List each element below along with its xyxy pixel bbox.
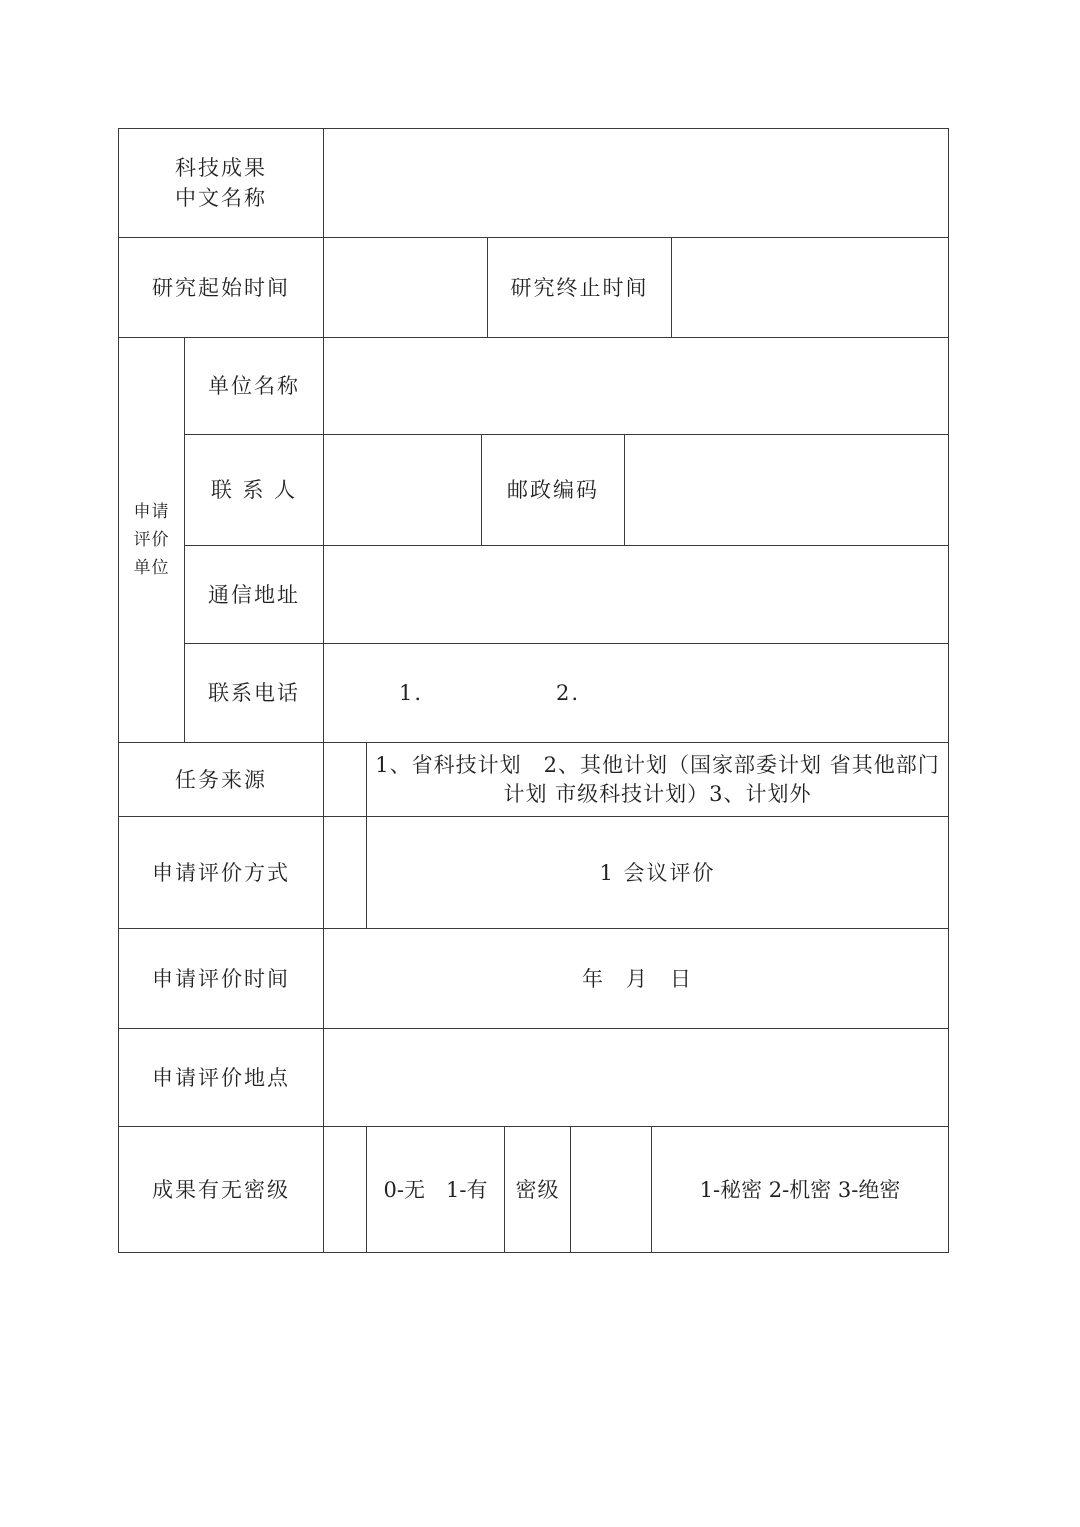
secret-options: 0-无 1-有	[383, 1177, 488, 1202]
applicant-unit-group-label-line: 单位	[133, 558, 170, 578]
achievement-name-label-line1: 科技成果	[175, 156, 267, 180]
phone-label: 联系电话	[208, 681, 300, 705]
grid-line	[948, 128, 949, 1253]
eval-date-month: 月	[626, 966, 649, 991]
task-source-label: 任务来源	[175, 767, 267, 792]
unit-name-label: 单位名称	[208, 374, 300, 398]
applicant-unit-group-label-line: 评价	[133, 530, 170, 550]
achievement-name-label	[119, 129, 323, 237]
phone-field[interactable]	[324, 644, 948, 742]
address-field[interactable]	[324, 546, 948, 643]
secret-level-label: 密级	[515, 1177, 560, 1202]
postcode-label: 邮政编码	[507, 478, 599, 502]
secret-level-field[interactable]	[571, 1127, 651, 1252]
eval-date-field[interactable]	[324, 929, 948, 1028]
unit-name-field[interactable]	[324, 338, 948, 434]
achievement-name-label-line2: 中文名称	[175, 186, 267, 210]
achievement-name-field[interactable]	[324, 129, 948, 237]
end-time-field[interactable]	[672, 238, 948, 337]
grid-line	[118, 1252, 949, 1253]
phone-option-1: 1.	[399, 681, 424, 705]
task-source-options	[367, 743, 948, 816]
contact-person-field[interactable]	[324, 435, 481, 545]
start-time-field[interactable]	[324, 238, 487, 337]
postcode-field[interactable]	[625, 435, 948, 545]
eval-method-code-field[interactable]	[324, 817, 366, 928]
phone-option-2: 2.	[556, 681, 581, 705]
task-source-code-field[interactable]	[324, 743, 366, 816]
task-source-options-line2: 计划 市级科技计划）3、计划外	[503, 781, 812, 806]
eval-date-day: 日	[670, 966, 693, 991]
eval-place-label: 申请评价地点	[152, 1065, 290, 1090]
applicant-unit-group-label	[119, 338, 184, 742]
secret-label: 成果有无密级	[152, 1177, 290, 1202]
eval-time-label: 申请评价时间	[152, 966, 290, 991]
end-time-label: 研究终止时间	[510, 275, 649, 300]
secret-code-field[interactable]	[324, 1127, 366, 1252]
start-time-label: 研究起始时间	[152, 275, 290, 300]
eval-date-year: 年	[582, 966, 605, 991]
eval-method-value: 1 会议评价	[599, 860, 716, 885]
address-label: 通信地址	[208, 582, 300, 607]
contact-person-label: 联 系 人	[210, 478, 298, 502]
applicant-unit-group-label-line: 申请	[133, 502, 170, 522]
secret-level-options: 1-秘密 2-机密 3-绝密	[699, 1177, 901, 1202]
eval-method-label: 申请评价方式	[152, 860, 290, 885]
eval-place-field[interactable]	[324, 1029, 948, 1126]
task-source-options-line1: 1、省科技计划 2、其他计划（国家部委计划 省其他部门	[375, 752, 940, 777]
